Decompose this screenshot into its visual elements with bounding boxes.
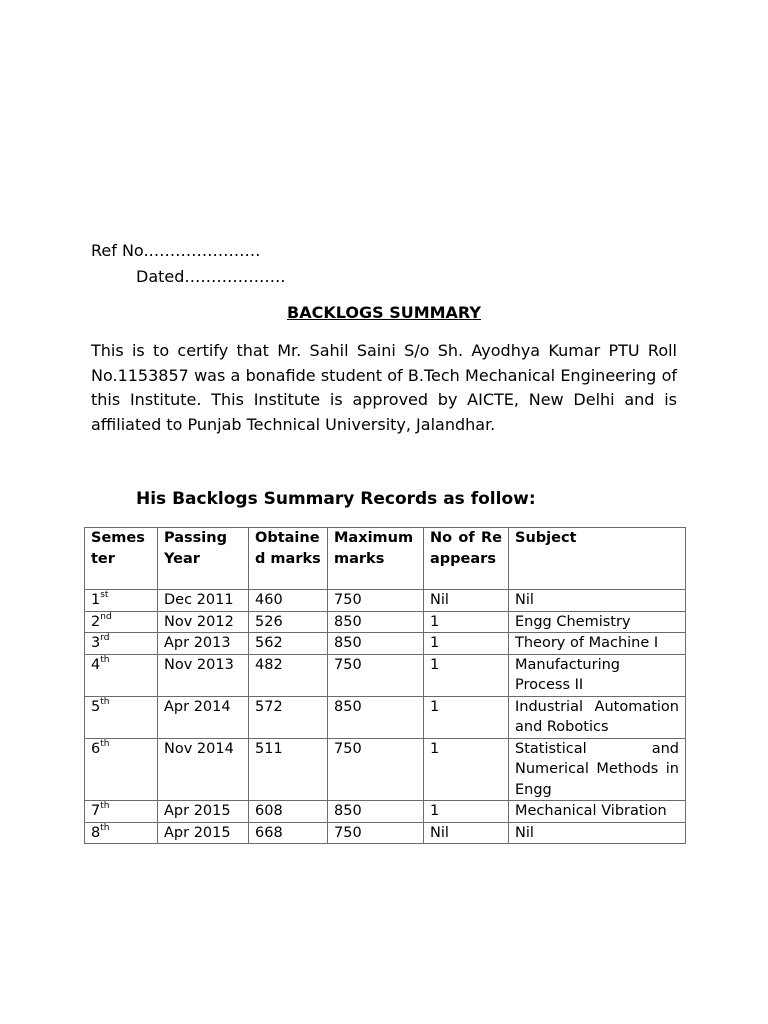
semester-ordinal-suffix: th (100, 654, 110, 665)
cell-passing-year: Apr 2015 (158, 822, 249, 844)
cell-passing-year: Dec 2011 (158, 590, 249, 612)
cell-maximum-marks: 750 (328, 654, 424, 696)
cell-passing-year: Apr 2015 (158, 801, 249, 823)
cell-obtained-marks: 668 (249, 822, 328, 844)
cell-obtained-marks: 460 (249, 590, 328, 612)
column-header-reappears: No of Reappears (424, 528, 509, 590)
cell-subject: Industrial Automation and Robotics (509, 696, 686, 738)
cell-semester (85, 738, 158, 801)
cell-subject: Statistical and Numerical Methods in Engg (509, 738, 686, 801)
column-header-obtained-marks: Obtained marks (249, 528, 328, 590)
cell-subject: Theory of Machine I (509, 633, 686, 655)
cell-passing-year: Apr 2013 (158, 633, 249, 655)
table-header-row (85, 528, 686, 590)
cell-obtained-marks: 562 (249, 633, 328, 655)
cell-obtained-marks: 608 (249, 801, 328, 823)
cell-subject: Nil (509, 590, 686, 612)
dated-line: Dated………………. (136, 267, 286, 286)
cell-passing-year: Nov 2012 (158, 611, 249, 633)
semester-number: 4 (91, 656, 101, 673)
cell-passing-year: Apr 2014 (158, 696, 249, 738)
column-header-subject: Subject (509, 528, 686, 590)
cell-maximum-marks: 750 (328, 590, 424, 612)
cell-semester (85, 611, 158, 633)
cell-subject: Engg Chemistry (509, 611, 686, 633)
cell-subject: Manufacturing Process II (509, 654, 686, 696)
table-row (85, 696, 686, 738)
semester-ordinal-suffix: st (100, 590, 109, 601)
cell-reappears: 1 (424, 696, 509, 738)
cell-passing-year: Nov 2014 (158, 738, 249, 801)
column-header-semester: Semester (85, 528, 158, 590)
certificate-paragraph: This is to certify that Mr. Sahil Saini S/o Sh. Ayodhya Kumar PTU Roll No.1153857 was a bonafide student of B.Tech Mechanical Engineering of this Institute. This Institute is approved by AICTE, New Delhi and is affiliated to Punjab Technical University, Jalandhar. (91, 341, 677, 434)
cell-semester (85, 801, 158, 823)
cell-maximum-marks: 850 (328, 633, 424, 655)
cell-passing-year: Nov 2013 (158, 654, 249, 696)
cell-semester (85, 633, 158, 655)
column-header-maximum-marks: Maximum marks (328, 528, 424, 590)
cell-semester (85, 590, 158, 612)
column-header-passing-year: Passing Year (158, 528, 249, 590)
cell-subject: Mechanical Vibration (509, 801, 686, 823)
cell-obtained-marks: 526 (249, 611, 328, 633)
semester-number: 7 (91, 803, 101, 819)
cell-reappears: 1 (424, 611, 509, 633)
semester-ordinal-suffix: rd (100, 633, 110, 644)
semester-number: 3 (91, 635, 101, 651)
semester-ordinal-suffix: nd (100, 611, 112, 622)
semester-ordinal-suffix: th (100, 801, 110, 812)
cell-reappears: 1 (424, 654, 509, 696)
semester-ordinal-suffix: th (100, 738, 110, 749)
document-title: BACKLOGS SUMMARY (287, 303, 481, 322)
records-heading: His Backlogs Summary Records as follow: (136, 489, 536, 509)
semester-number: 6 (91, 740, 101, 757)
semester-ordinal-suffix: th (100, 696, 110, 707)
cell-semester (85, 654, 158, 696)
cell-maximum-marks: 850 (328, 611, 424, 633)
table-row (85, 738, 686, 801)
cell-obtained-marks: 482 (249, 654, 328, 696)
semester-ordinal-suffix: th (100, 822, 110, 833)
table-row (85, 611, 686, 633)
table-row (85, 633, 686, 655)
semester-number: 5 (91, 698, 101, 715)
semester-number: 8 (91, 824, 101, 841)
cell-subject: Nil (509, 822, 686, 844)
backlogs-table (84, 527, 686, 844)
semester-number: 2 (91, 613, 101, 630)
semester-number: 1 (91, 592, 101, 608)
cell-reappears: 1 (424, 738, 509, 801)
cell-maximum-marks: 750 (328, 822, 424, 844)
table-row (85, 822, 686, 844)
cell-semester (85, 822, 158, 844)
cell-maximum-marks: 750 (328, 738, 424, 801)
cell-obtained-marks: 511 (249, 738, 328, 801)
cell-reappears: 1 (424, 801, 509, 823)
table-row (85, 801, 686, 823)
table-row (85, 590, 686, 612)
cell-maximum-marks: 850 (328, 801, 424, 823)
cell-semester (85, 696, 158, 738)
cell-reappears: Nil (424, 590, 509, 612)
cell-maximum-marks: 850 (328, 696, 424, 738)
cell-obtained-marks: 572 (249, 696, 328, 738)
table-row (85, 654, 686, 696)
cell-reappears: 1 (424, 633, 509, 655)
ref-number: Ref No.………………… (91, 241, 261, 260)
cell-reappears: Nil (424, 822, 509, 844)
